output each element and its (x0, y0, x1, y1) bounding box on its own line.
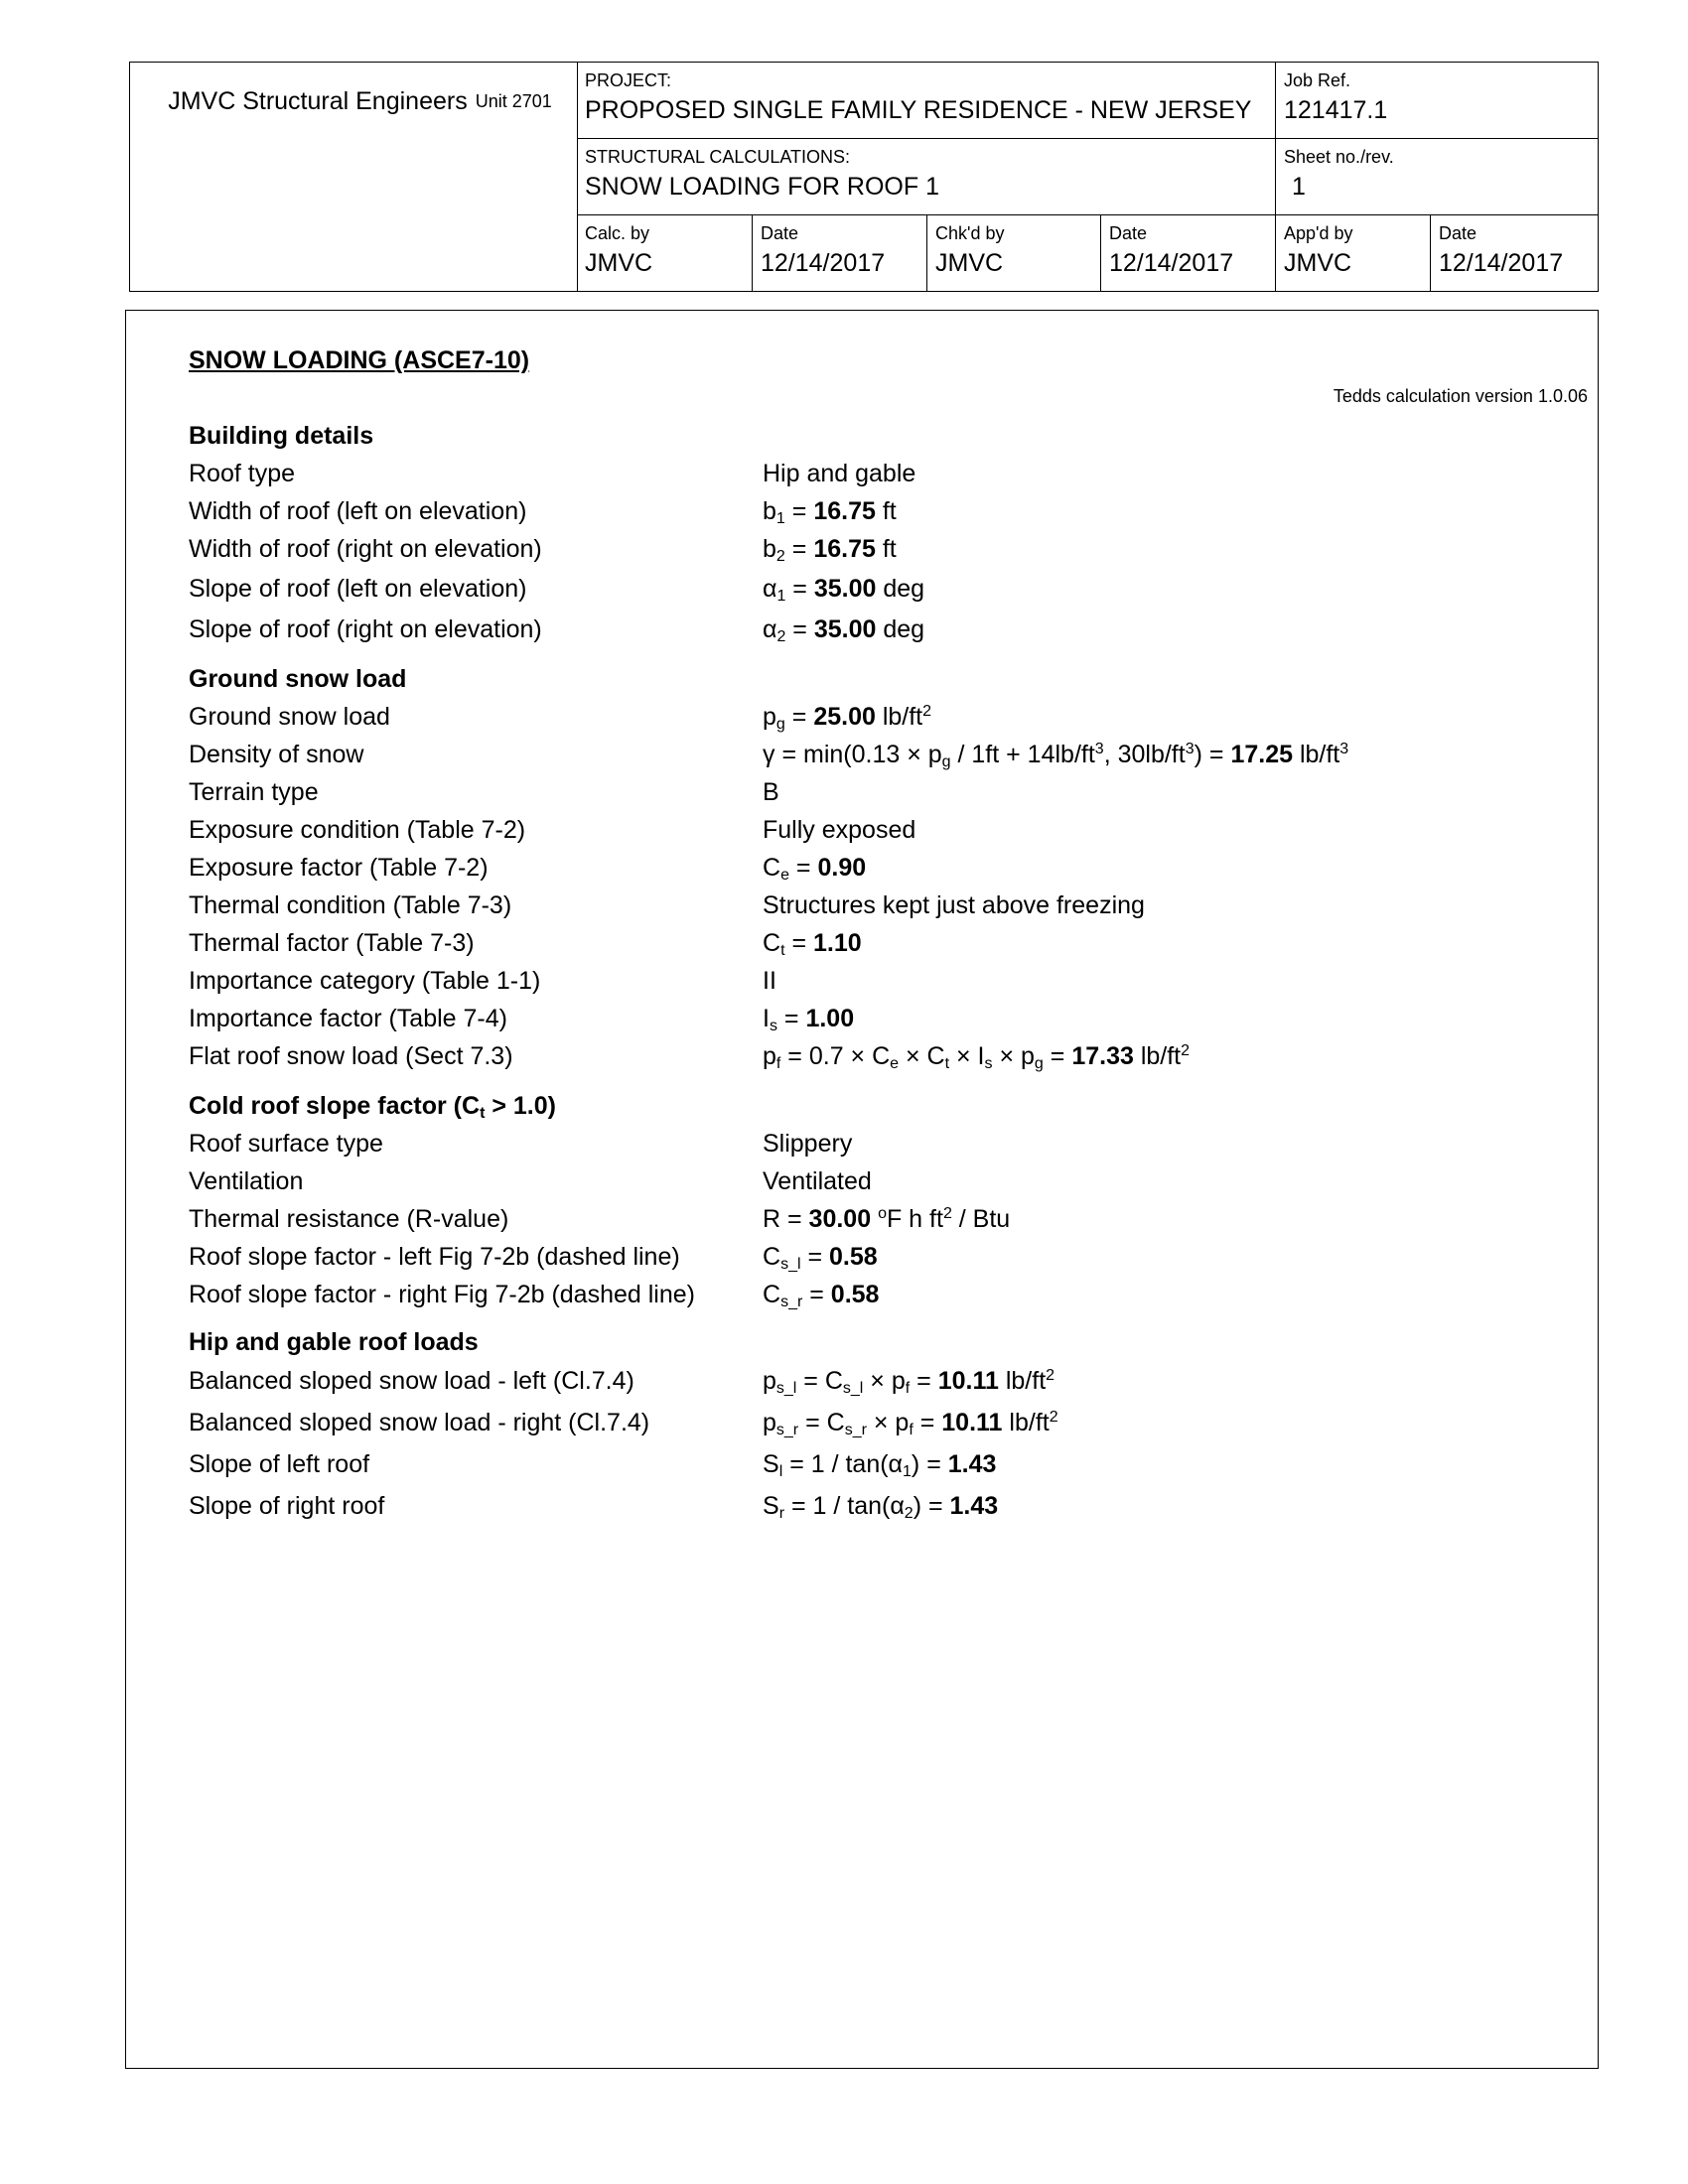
value-number: 10.11 (937, 1367, 999, 1395)
calc-row-exposure-condition (189, 816, 1579, 846)
divider (1100, 215, 1101, 291)
chkd-cell (935, 215, 1004, 277)
calc-row-width-left (189, 497, 1579, 527)
row-value: $C_e = 0.90$ (763, 854, 867, 884)
firm-name (130, 63, 578, 140)
row-label: Slope of left roof (189, 1450, 370, 1478)
value-number: 0.58 (829, 1243, 878, 1271)
divider (926, 215, 927, 291)
row-value: R = 30.00 $^o$F h $ft^2$ / Btu (763, 1205, 1011, 1233)
date2-value: 12/14/2017 (1109, 249, 1234, 277)
date1-label: Date (761, 223, 799, 243)
value-number: 1.10 (813, 929, 862, 957)
value-number: 35.00 (813, 575, 877, 603)
firm-unit: Unit 2701 (475, 90, 552, 111)
heading-pre: Cold roof slope factor (C (189, 1092, 481, 1120)
divider (752, 215, 753, 291)
value-number: 0.90 (817, 854, 867, 882)
jobref-label: Job Ref. (1284, 70, 1351, 90)
calc-row-importance-factor (189, 1005, 1579, 1034)
row-label: Balanced sloped snow load - right (Cl.7.4) (189, 1409, 650, 1436)
date3-value: 12/14/2017 (1439, 249, 1564, 277)
row-label: Importance factor (Table 7-4) (189, 1005, 507, 1032)
row-value: Slippery (763, 1130, 853, 1158)
row-label: Flat roof snow load (Sect 7.3) (189, 1042, 513, 1070)
value-number: 16.75 (813, 535, 876, 563)
row-label: Roof slope factor - right Fig 7-2b (dashed line) (189, 1281, 695, 1308)
value-number: 10.11 (941, 1409, 1003, 1436)
calc-row-slope-factor-left (189, 1243, 1579, 1273)
calc-row-thermal-condition (189, 891, 1579, 921)
calc-row-ventilation (189, 1167, 1579, 1197)
section-ground-heading: Ground snow load (189, 665, 407, 693)
calcs-value: SNOW LOADING FOR ROOF 1 (585, 173, 939, 201)
date3-cell (1439, 215, 1563, 277)
jobref-cell (1284, 63, 1387, 124)
sheet-label: Sheet no./rev. (1284, 147, 1394, 167)
calc-row-sloped-load-left (189, 1367, 1579, 1397)
row-label: Slope of roof (left on elevation) (189, 575, 527, 603)
appd-value: JMVC (1284, 249, 1352, 277)
date2-label: Date (1109, 223, 1148, 243)
project-label: PROJECT: (585, 70, 672, 90)
value-number: 1.43 (947, 1450, 997, 1478)
calc-row-r-value (189, 1205, 1579, 1235)
unit: deg (883, 615, 925, 643)
row-label: Slope of roof (right on elevation) (189, 615, 542, 643)
row-value: Hip and gable (763, 460, 916, 487)
date3-label: Date (1439, 223, 1477, 243)
value-number: 1.43 (949, 1492, 999, 1520)
firm-name-text: JMVC Structural Engineers (168, 86, 468, 115)
value-number: 17.25 (1230, 741, 1293, 768)
row-value: $b_1 = 16.75$ ft (763, 497, 897, 527)
row-label: Ground snow load (189, 703, 390, 731)
calc-row-slope-factor-right (189, 1281, 1579, 1310)
row-value: $\alpha_1 = 35.00$ deg (763, 575, 925, 605)
row-value: Fully exposed (763, 816, 916, 844)
version-note: Tedds calculation version 1.0.06 (1333, 386, 1588, 406)
calc-row-importance-category (189, 967, 1579, 997)
value-number: 0.58 (830, 1281, 880, 1308)
section-cold-heading: Cold roof slope factor $(C_t > 1.0)$ (189, 1092, 556, 1122)
row-label: Thermal resistance (R-value) (189, 1205, 509, 1233)
divider (1275, 63, 1276, 291)
unit: ft (882, 535, 897, 563)
project-value: PROPOSED SINGLE FAMILY RESIDENCE - NEW JERSEY (585, 96, 1252, 124)
title-block (129, 62, 1599, 292)
row-label: Exposure factor (Table 7-2) (189, 854, 489, 882)
calcs-label: STRUCTURAL CALCULATIONS: (585, 147, 851, 167)
row-value: B (763, 778, 779, 806)
section-hip-heading: Hip and gable roof loads (189, 1328, 479, 1356)
row-label: Roof type (189, 460, 296, 487)
calc-row-thermal-factor (189, 929, 1579, 959)
row-label: Importance category (Table 1-1) (189, 967, 541, 995)
calc-row-terrain (189, 778, 1579, 808)
date2-cell (1109, 215, 1233, 277)
calcs-cell (585, 139, 939, 201)
row-label: Exposure condition (Table 7-2) (189, 816, 526, 844)
appd-cell (1284, 215, 1353, 277)
row-label: Density of snow (189, 741, 364, 768)
row-label: Balanced sloped snow load - left (Cl.7.4) (189, 1367, 634, 1395)
row-value: Structures kept just above freezing (763, 891, 1145, 919)
calcby-value: JMVC (585, 249, 653, 277)
row-value: $I_s = 1.00$ (763, 1005, 855, 1034)
row-value: $C_t = 1.10$ (763, 929, 862, 959)
row-value: II (763, 967, 776, 995)
calc-row-slope-right (189, 615, 1579, 645)
divider (1430, 215, 1431, 291)
sheet-cell (1284, 139, 1394, 201)
calc-row-density (189, 741, 1579, 770)
calc-row-ground-load (189, 703, 1579, 733)
row-value: $p_g = 25.00$ $lb/ft^2$ (763, 703, 932, 733)
unit: ft (882, 497, 897, 525)
date1-cell (761, 215, 885, 277)
row-value: Ventilated (763, 1167, 872, 1195)
calcby-cell (585, 215, 652, 277)
calcby-label: Calc. by (585, 223, 650, 243)
row-label: Thermal factor (Table 7-3) (189, 929, 475, 957)
project-cell (585, 63, 1251, 124)
calc-row-slope-left-roof (189, 1450, 1579, 1480)
date1-value: 12/14/2017 (761, 249, 886, 277)
calc-row-slope-right-roof (189, 1492, 1579, 1522)
jobref-value: 121417.1 (1284, 96, 1388, 124)
chkd-value: JMVC (935, 249, 1004, 277)
row-value: $S_l = 1 / \tan(\alpha_1) = 1.43$ (763, 1450, 997, 1480)
value-number: 25.00 (813, 703, 876, 731)
calc-row-roof-type (189, 460, 1579, 489)
row-label: Terrain type (189, 778, 319, 806)
value-number: 17.33 (1071, 1042, 1134, 1070)
value-number: 35.00 (813, 615, 877, 643)
calc-row-width-right (189, 535, 1579, 565)
calc-row-sloped-load-right (189, 1409, 1579, 1438)
calc-row-surface-type (189, 1130, 1579, 1160)
row-value: $C_{s\_l} = 0.58$ (763, 1243, 878, 1273)
row-value: $S_r = 1 / \tan(\alpha_2) = 1.43$ (763, 1492, 999, 1522)
heading-post: > 1.0) (485, 1092, 556, 1120)
calc-title: SNOW LOADING (ASCE7-10) (189, 346, 530, 374)
row-value: $\gamma = \min(0.13 \times p_g / 1ft + 14lb/ft^3$, $30lb/ft^3) = 17.25$ $lb/ft^3$ (763, 741, 1349, 770)
unit: deg (883, 575, 925, 603)
row-value: $C_{s\_r} = 0.58$ (763, 1281, 880, 1310)
sheet-value: 1 (1292, 173, 1306, 201)
row-value: $\alpha_2 = 35.00$ deg (763, 615, 925, 645)
row-label: Roof slope factor - left Fig 7-2b (dashed line) (189, 1243, 680, 1271)
value-number: 1.00 (805, 1005, 855, 1032)
divider (577, 63, 578, 291)
row-value: $p_{s\_l} = C_{s\_l} \times p_f = 10.11$ $lb/ft^2$ (763, 1367, 1055, 1397)
calc-row-exposure-factor (189, 854, 1579, 884)
appd-label: App'd by (1284, 223, 1353, 243)
row-label: Thermal condition (Table 7-3) (189, 891, 512, 919)
calc-row-slope-left (189, 575, 1579, 605)
value-number: 30.00 (808, 1205, 872, 1233)
row-label: Width of roof (right on elevation) (189, 535, 542, 563)
row-value: $b_2 = 16.75$ ft (763, 535, 897, 565)
row-label: Ventilation (189, 1167, 304, 1195)
calc-row-flat-roof-load (189, 1042, 1579, 1072)
row-label: Slope of right roof (189, 1492, 385, 1520)
row-value: $p_f = 0.7 \times C_e \times C_t \times I_s \times p_g = 17.33$ $lb/ft^2$ (763, 1042, 1191, 1072)
row-label: Width of roof (left on elevation) (189, 497, 527, 525)
section-building-heading: Building details (189, 422, 374, 450)
chkd-label: Chk'd by (935, 223, 1005, 243)
row-value: $p_{s\_r} = C_{s\_r} \times p_f = 10.11$ $lb/ft^2$ (763, 1409, 1058, 1438)
row-label: Roof surface type (189, 1130, 383, 1158)
calculation-sheet (125, 310, 1599, 2069)
value-number: 16.75 (813, 497, 876, 525)
